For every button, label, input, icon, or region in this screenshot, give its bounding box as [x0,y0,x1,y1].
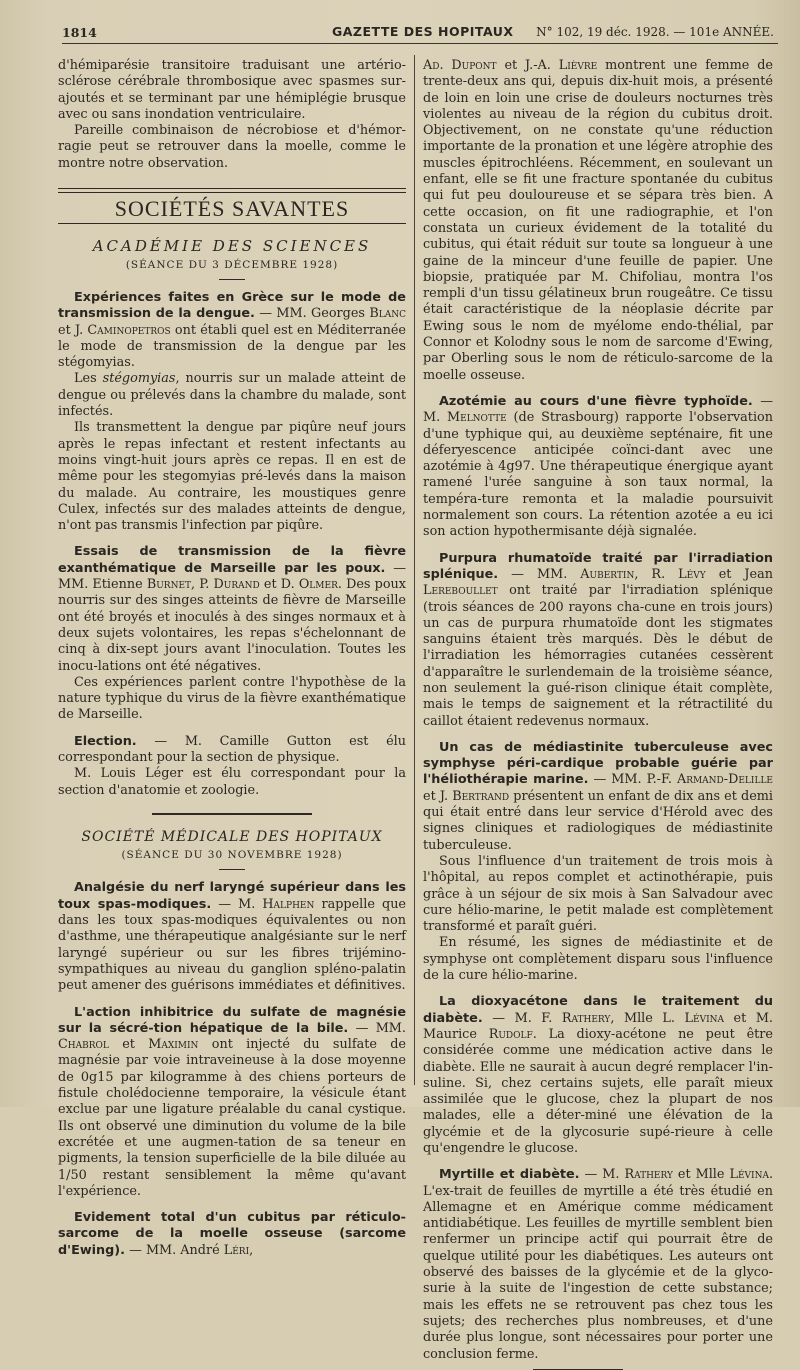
academie-session: (SÉANCE DU 3 DÉCEMBRE 1928) [125,258,339,271]
societe-title: SOCIÉTÉ MÉDICALE DES HOPITAUX [81,828,383,845]
article: Election. — M. Camille Gutton est élu correspondant pour la section de physique. [58,733,406,765]
author-name: Rudolf [488,1026,533,1042]
article-paragraph: Ces expériences parlent contre l'hypothèse de la nature typhique du virus de la fièvre exanthématique de Marseille. [58,674,406,723]
right-column [423,58,773,1370]
author-name: Ad. Dupont [423,58,497,73]
author-name: Rathery [561,1010,611,1026]
article-heading: Evidement total d'un cubitus par réticulo-sarcome de la moelle osseuse (sarcome d'Ewing). [58,1210,406,1258]
author-name: Léri [223,1242,250,1258]
author-name: Rathery [624,1167,673,1183]
author-name: Melnotte [447,410,507,426]
article-heading: L'action inhibitrice du sulfate de magnésie sur la sécré-tion hépatique de la bile. [58,1004,406,1036]
article-heading: Un cas de médiastinite tuberculeuse avec symphyse péri-cardique probable guérie par l'héliothérapie marine. [423,739,773,788]
article: Essais de transmission de la fièvre exanthématique de Marseille par les poux. — MM. Etienne Burnet, P. Durand et D. Olmer. Des poux nourris sur des singes atteints de fièvre de Marseille ont été broyés et inoculés à des singes normaux et à deux sujets volontaires, les repas s'échelonnant de cinq à dix-sept jours avant l'inoculation. Toutes les inocu-lations ont été négatives. [58,544,406,674]
article-heading: Azotémie au cours d'une fièvre typhoïde. [439,393,753,409]
author-name: Blanc [369,306,406,322]
author-name: Caminopetros [87,322,171,338]
article: Un cas de médiastinite tuberculeuse avec symphyse péri-cardique probable guérie par l'héliothérapie marine. — MM. P.-F. Armand-Delille et J. Bertrand présentent un enfant de dix ans et demi qui était entré dans leur service d'Hérold avec des signes cliniques et radiologiques de médiastinite tuberculeuse. [423,739,773,853]
article: Expériences faites en Grèce sur le mode de transmission de la dengue. — MM. Georges Blanc et J. Caminopetros ont établi quel est en Méditerranée le mode de transmission de la dengue par les stégomyias. [58,289,406,371]
page-number: 1814 [62,25,97,40]
author-name: Lévy [678,566,706,582]
article-paragraph: Ils transmettent la dengue par piqûre neuf jours après le repas infectant et restent infectants au moins vingt-huit jours après ce repas. Il en est de même pour les stegomyias pré-levés dans la maison du malade. Au contraire, les moustiques genre Culex, infectés sur des malades atteints de dengue, n'ont pas transmis l'infection par piqûre. [58,420,406,534]
article: Myrtille et diabète. — M. Rathery et Mlle Lévina. L'ex-trait de feuilles de myrtille a été très étudié en Allemagne et en Amérique comme médicament antidiabétique. Les feuilles de myrtille semblent bien renfermer un principe actif qui pourrait être de quelque utilité pour les diabétiques. Les auteurs ont observé des baisses de la glycémie et de la glyco-surie à la suite de l'ingestion de cette substance; mais les effets ne se retrouvent pas chez tous les sujets; des recherches plus nombreuses, et d'une durée plus longue, sont nécessaires pour porter une conclusion ferme. [423,1167,774,1362]
page-header [62,22,778,44]
author-name: Durand [213,577,260,593]
article-heading: Myrtille et diabète. [439,1167,580,1183]
article: La dioxyacétone dans le traitement du diabète. — M. F. Rathery, Mlle L. Lévina et M. Maurice Rudolf. La dioxy-acétone ne peut être considérée comme une médication active dans le diabète. Elle ne saurait à aucun degré remplacer l'in-suline. Si, chez certains sujets, elle paraît mieux assimilée que le glucose, chez la plupart de nos malades, elle a déter-miné une élévation de la glycémie et de la glycosurie supé-rieure à celle qu'engendre le glucose. [423,994,773,1156]
section-title: SOCIÉTÉS SAVANTES [114,196,350,222]
article-heading: Essais de transmission de la fièvre exanthématique de Marseille par les poux. [58,544,406,576]
author-name: Aubertin [580,566,635,582]
author-name: Olmer [298,577,338,593]
separator [219,279,245,280]
header-rule [62,43,778,44]
article-heading: Purpura rhumatoïde traité par l'irradiation splénique. [423,550,773,582]
article-heading: Analgésie du nerf laryngé supérieur dans les toux spas-modiques. [58,880,406,912]
societe-session: (SÉANCE DU 30 NOVEMBRE 1928) [121,849,343,862]
article-paragraph: Sous l'influence d'un traitement de trois mois à l'hôpital, au repos complet et actinothérapie, puis grâce à un séjour de six mois à San Salvadour avec cure hélio-marine, le petit malade est complètement transformé et paraît guéri. [423,853,773,935]
academie-title: ACADÉMIE DES SCIENCES [92,237,372,256]
intro-paragraph: Pareille combinaison de nécrobiose et d'hémor-ragie peut se retrouver dans la moelle, comme le montre notre observation. [58,123,406,171]
author-name: Chabrol [58,1037,109,1053]
author-name: Armand-Delille [676,772,773,788]
intro-paragraph: d'hémiparésie transitoire traduisant une artério-sclérose cérébrale thrombosique avec spasmes sur-ajoutés et se terminant par une hémiplégie brusque avec ou sans inondation ventriculaire. [58,58,406,122]
article-heading: La dioxyacétone dans le traitement du diabète. [423,994,773,1026]
issue-info: N° 102, 19 déc. 1928. — 101e ANNÉE. [536,25,774,39]
article: Purpura rhumatoïde traité par l'irradiation splénique. — MM. Aubertin, R. Lévy et Jean Lereboullet ont traité par l'irradiation splénique (trois séances de 200 rayons cha-cune en trois jours) un cas de purpura rhumatoïde dont les stigmates sanguins étaient très marqués. Dès le début de l'irradiation les hémorragies cutanées cessèrent d'apparaître le surlendemain de la troisième séance, non seulement la gué-rison clinique était complète, mais le temps de saignement et la rétractilité du caillot étaient redevenus normaux. [423,550,773,729]
article: Evidement total d'un cubitus par réticulo-sarcome de la moelle osseuse (sarcome d'Ewing). — MM. André Léri, [58,1210,406,1258]
column-divider [414,55,415,1085]
author-name: Bertrand [452,788,510,804]
article-paragraph: Les stégomyias, nourris sur un malade atteint de dengue ou prélevés dans la chambre du malade, sont infectés. [58,371,406,420]
author-name: Lévina [684,1010,724,1026]
separator [219,869,245,870]
author-name: Halphen [262,896,315,912]
article: Analgésie du nerf laryngé supérieur dans les toux spas-modiques. — M. Halphen rappelle que dans les toux spas-modiques équivalentes ou non d'asthme, une thérapeutique analgésiante sur le nerf laryngé supérieur ou sur les fibres trijémino-sympathiques au niveau du ganglion spléno-palatin peut amener des guérisons immédiates et définitives. [58,880,407,994]
newspaper-title: GAZETTE DES HOPITAUX [332,24,514,39]
article-continuation: Ad. Dupont et J.-A. Lièvre montrent une femme de trente-deux ans qui, depuis dix-huit mois, a présenté de loin en loin une crise de douleurs nocturnes très violentes au niveau de la région du cubitus droit. Objectivement, on ne constate qu'une réduction importante de la pronation et une légère atrophie des muscles épitrochléens. Récemment, en soulevant un enfant, elle se fit une fracture spontanée du cubitus qui fut peu douloureuse et se sépara très bien. A cette occasion, on fit une radiographie, et l'on constata un curieux évidement de la totalité du cubitus, qui était réduit sur toute sa longueur à une gaine de la minceur d'une feuille de papier. Une biopsie, pratiquée par M. Chifoliau, montra l'os rempli d'un tissu gélatineux brun rougeâtre. Ce tissu était caractéristique de la néoplasie décrite par Ewing sous le nom de myélome endo-thélial, par Connor et Kolodny sous le nom de sarcome d'Ewing, par Oberling sous le nom de réticulo-sarcome de la moelle osseuse. [423,58,773,383]
author-name: Lièvre [558,58,598,73]
article-paragraph: En résumé, les signes de médiastinite et de symphyse ont complètement disparu sous l'influence de la cure hélio-marine. [423,935,773,984]
left-column [58,58,406,1259]
author-name: Maximin [148,1037,199,1053]
author-name: Burnet [146,577,192,593]
article-paragraph: M. Louis Léger est élu correspondant pour la section d'anatomie et zoologie. [58,766,406,798]
article: Azotémie au cours d'une fièvre typhoïde. — M. Melnotte (de Strasbourg) rapporte l'observation d'une typhique qui, au deuxième septénaire, fit une déferyescence anticipée coïnci-dant avec une azotémie à 4g97. Une thérapeutique énergique ayant ramené l'urée sanguine à son taux normal, la tempéra-ture remonta et la maladie poursuivit normalement son cours. La rétention azotée a eu ici son action hypothermisante déjà signalée. [423,393,773,540]
article-heading: Expériences faites en Grèce sur le mode de transmission de la dengue. [58,289,406,322]
article-heading: Election. [74,733,137,749]
article: L'action inhibitrice du sulfate de magnésie sur la sécré-tion hépatique de la bile. — MM. Chabrol et Maximin ont injecté du sulfate de magnésie par voie intraveineuse à la dose moyenne de 0g15 par kilogramme à des chiens porteurs de fistule cholédocienne temporaire, la vésicule étant exclue par une ligature préalable du canal cystique. Ils ont observé une diminution du volume de la bile excrétée et une augmen-tation de sa teneur en pigments, la tension superficielle de la bile diluée au 1/50 restant sensiblement la même qu'avant l'expérience. [58,1004,406,1199]
author-name: Lévina [729,1167,769,1183]
author-name: Lereboullet [423,583,498,599]
